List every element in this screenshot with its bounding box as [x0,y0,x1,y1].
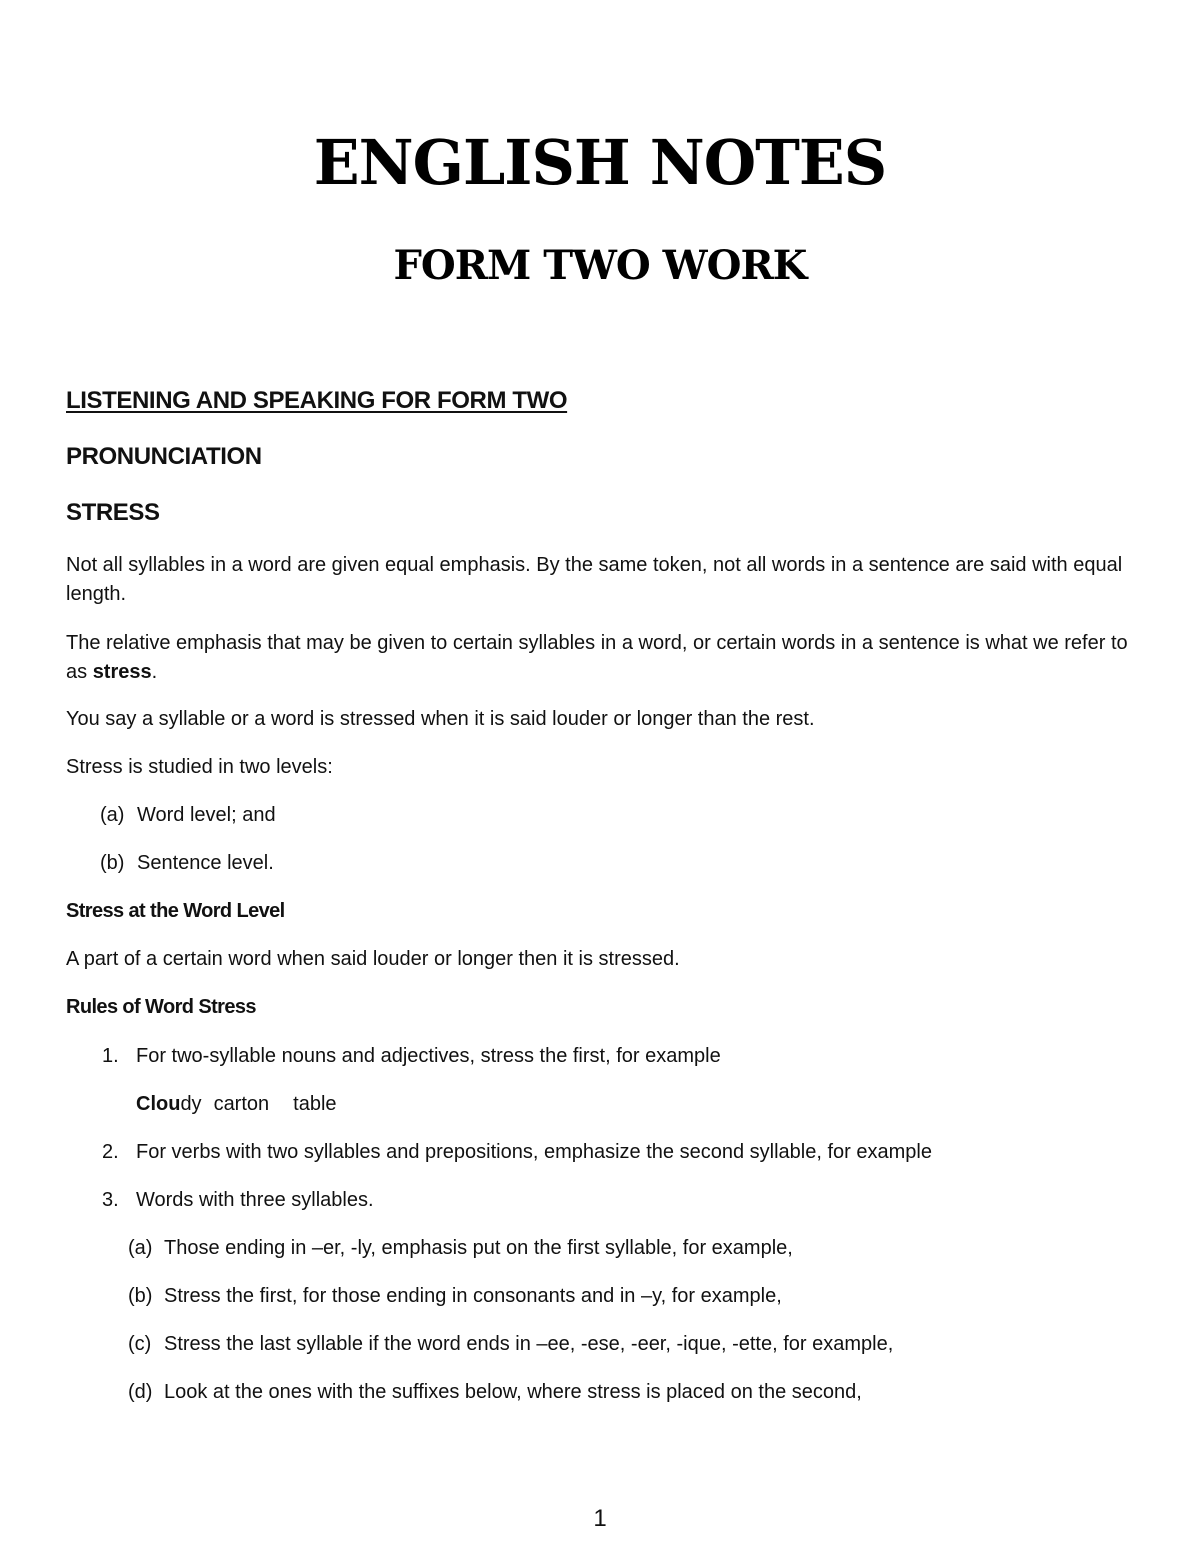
rule-item-3 [102,1186,374,1215]
subrule-text: Look at the ones with the suffixes below, where stress is placed on the second, [164,1381,862,1403]
paragraph-word-level: A part of a certain word when said louder or longer then it is stressed. [66,948,680,970]
rule-text: For verbs with two syllables and prepositions, emphasize the second syllable, for example [136,1141,932,1163]
subrule-text: Those ending in –er, -ly, emphasis put on the first syllable, for example, [164,1237,793,1259]
subrule-marker: (b) [128,1285,153,1307]
subrule-item-d [128,1378,862,1407]
subrule-marker: (d) [128,1381,153,1403]
stressed-syllable: Clou [136,1093,181,1115]
rule-number: 1. [102,1045,119,1067]
paragraph-stressed-syllable: You say a syllable or a word is stressed when it is said louder or longer than the rest. [66,708,815,730]
rule-number: 3. [102,1189,119,1211]
example-word-table: table [293,1093,337,1115]
example-words [136,1090,337,1119]
example-word-cloudy [136,1093,202,1115]
heading-pronunciation: PRONUNCIATION [66,443,262,470]
list-item-word-level [100,801,276,830]
list-marker: (b) [100,852,125,874]
paragraph-stress-definition-text: The relative emphasis that may be given to certain syllables in a word, or certain words in a sentence is what we refer to as [66,632,1128,683]
stress-term: stress [92,661,152,683]
section-heading-listening-speaking: LISTENING AND SPEAKING FOR FORM TWO [66,387,568,414]
unstressed-syllable: dy [180,1093,202,1115]
subrule-item-b [128,1282,782,1311]
list-item-text: Word level; and [137,804,276,826]
rule-text: For two-syllable nouns and adjectives, stress the first, for example [136,1045,721,1067]
paragraph-stress-definition [66,629,1146,687]
subrule-marker: (c) [128,1333,152,1355]
page-number: 1 [593,1505,607,1532]
subrule-marker: (a) [128,1237,153,1259]
rule-item-1 [102,1042,721,1071]
subrule-item-a [128,1234,793,1263]
heading-stress: STRESS [66,499,160,526]
document-subtitle: FORM TWO WORK [393,242,807,289]
subrule-item-c [128,1330,894,1359]
subheading-rules-word-stress: Rules of Word Stress [66,996,256,1018]
list-item-sentence-level [100,849,274,878]
subrule-text: Stress the last syllable if the word ends in –ee, -ese, -eer, -ique, -ette, for example, [164,1333,894,1355]
paragraph-stress-definition-end: . [151,661,158,683]
paragraph-stress-levels: Stress is studied in two levels: [66,756,333,778]
example-word-carton: carton [213,1093,270,1115]
rule-text: Words with three syllables. [136,1189,374,1211]
subrule-text: Stress the first, for those ending in consonants and in –y, for example, [164,1285,782,1307]
subheading-stress-word-level: Stress at the Word Level [66,900,285,922]
document-title: ENGLISH NOTES [313,126,887,199]
paragraph-syllable-emphasis: Not all syllables in a word are given equal emphasis. By the same token, not all words in a sentence are said with equal length. [66,554,1123,605]
rule-item-2 [102,1138,932,1167]
list-marker: (a) [100,804,125,826]
list-item-text: Sentence level. [137,852,274,874]
rule-number: 2. [102,1141,119,1163]
